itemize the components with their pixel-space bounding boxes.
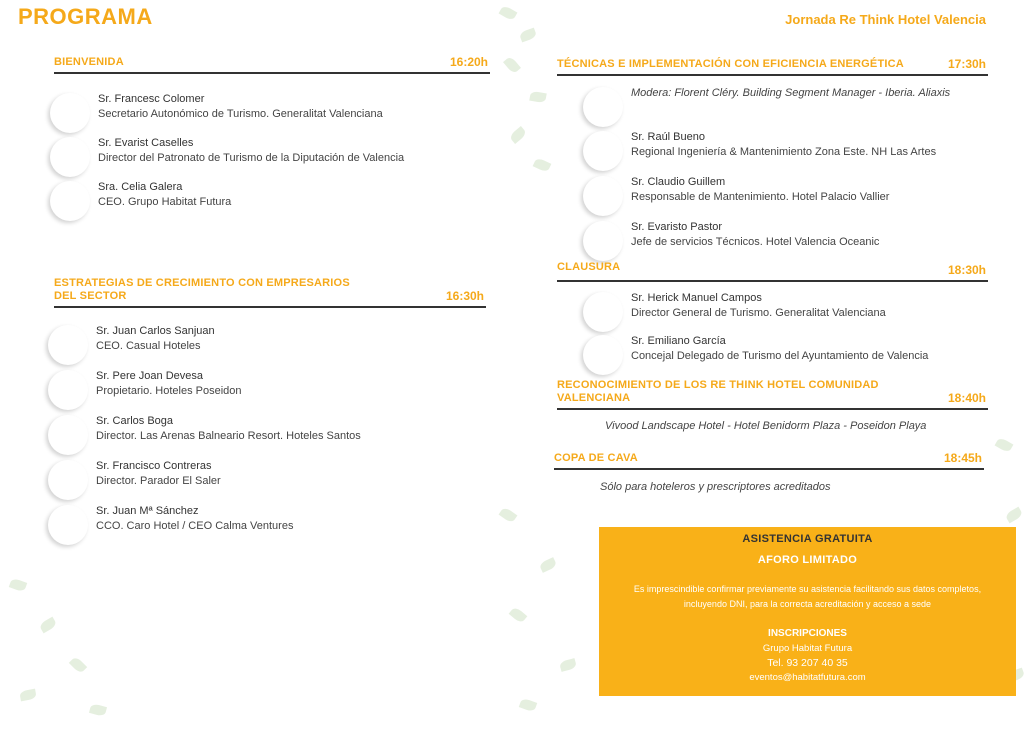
organizer-name: Grupo Habitat Futura xyxy=(762,643,853,654)
speaker-name: Sr. Juan Carlos Sanjuan xyxy=(96,325,215,337)
section-time: 16:20h xyxy=(449,55,488,69)
section-title xyxy=(557,379,879,405)
avatar xyxy=(583,131,623,171)
speaker-name: Sr. Carlos Boga xyxy=(96,415,174,427)
capacity-label: AFORO LIMITADO xyxy=(757,554,858,566)
speaker-name: Sr. Francesc Colomer xyxy=(98,93,205,105)
section-header-cava xyxy=(554,451,984,470)
section-note: Sólo para hoteleros y prescriptores acreditados xyxy=(600,481,831,493)
section-title-line: RECONOCIMIENTO DE LOS RE THINK HOTEL COMUNIDAD xyxy=(557,379,879,391)
speaker-name: Sr. Raúl Bueno xyxy=(631,131,705,143)
section-header-estrategias xyxy=(54,270,486,308)
speaker-name: Sr. Herick Manuel Campos xyxy=(631,292,762,304)
section-time: 16:30h xyxy=(445,289,484,303)
speaker-role: Director. Las Arenas Balneario Resort. Hoteles Santos xyxy=(96,430,361,442)
section-title-line: DEL SECTOR xyxy=(54,290,127,302)
speaker-name: Sr. Pere Joan Devesa xyxy=(96,370,204,382)
section-title xyxy=(54,277,350,303)
speaker-role: Jefe de servicios Técnicos. Hotel Valencia Oceanic xyxy=(631,236,880,248)
avatar xyxy=(48,505,88,545)
foliage-decoration xyxy=(480,480,600,729)
avatar xyxy=(583,292,623,332)
avatar xyxy=(48,325,88,365)
moderator-text: Modera: Florent Cléry. Building Segment Manager - Iberia. Aliaxis xyxy=(631,87,951,99)
avatar xyxy=(50,93,90,133)
section-title: CLAUSURA xyxy=(557,261,621,273)
speaker-role: Director del Patronato de Turismo de la Diputación de Valencia xyxy=(98,152,405,164)
avatar xyxy=(50,137,90,177)
speaker-role: CCO. Caro Hotel / CEO Calma Ventures xyxy=(96,520,294,532)
event-title: Jornada Re Think Hotel Valencia xyxy=(785,12,986,27)
section-time: 18:30h xyxy=(947,263,986,277)
speaker-role: Responsable de Mantenimiento. Hotel Palacio Vallier xyxy=(631,191,890,203)
section-header-reconocimiento xyxy=(557,378,988,410)
speaker-role: Regional Ingeniería & Mantenimiento Zona Este. NH Las Artes xyxy=(631,146,937,158)
speaker-name: Sr. Juan Mª Sánchez xyxy=(96,505,199,517)
avatar xyxy=(48,370,88,410)
section-time: 17:30h xyxy=(947,57,986,71)
avatar xyxy=(583,221,623,261)
speaker-name: Sr. Claudio Guillem xyxy=(631,176,726,188)
foliage-decoration xyxy=(0,560,120,729)
speaker-role: CEO. Grupo Habitat Futura xyxy=(98,196,232,208)
section-time: 18:40h xyxy=(947,391,986,405)
attendance-info-box xyxy=(599,527,1016,696)
registration-title: INSCRIPCIONES xyxy=(768,628,847,639)
avatar xyxy=(583,176,623,216)
section-title: TÉCNICAS E IMPLEMENTACIÓN CON EFICIENCIA ENERGÉTICA xyxy=(557,58,904,70)
speaker-role: Director General de Turismo. Generalitat Valenciana xyxy=(631,307,886,319)
section-note: Vivood Landscape Hotel - Hotel Benidorm Plaza - Poseidon Playa xyxy=(605,420,927,432)
phone-number: Tel. 93 207 40 35 xyxy=(767,657,848,669)
section-title-line: ESTRATEGIAS DE CRECIMIENTO CON EMPRESARIOS xyxy=(54,277,350,289)
email-link[interactable]: eventos@habitatfutura.com xyxy=(749,672,866,683)
section-title: COPA DE CAVA xyxy=(554,452,638,464)
foliage-decoration xyxy=(490,0,560,200)
avatar xyxy=(583,335,623,375)
speaker-name: Sr. Emiliano García xyxy=(631,335,726,347)
avatar xyxy=(50,181,90,221)
speaker-role: Propietario. Hoteles Poseidon xyxy=(96,385,242,397)
page-title: PROGRAMA xyxy=(18,4,153,29)
avatar xyxy=(48,415,88,455)
section-header-bienvenida xyxy=(54,56,490,74)
speaker-role: Secretario Autonómico de Turismo. Generalitat Valenciana xyxy=(98,108,383,120)
section-title-line: VALENCIANA xyxy=(557,392,631,404)
section-header-clausura xyxy=(557,262,988,282)
attendance-title: ASISTENCIA GRATUITA xyxy=(742,533,873,545)
section-time: 18:45h xyxy=(943,451,982,465)
speaker-role: Director. Parador El Saler xyxy=(96,475,221,487)
speaker-name: Sr. Francisco Contreras xyxy=(96,460,212,472)
speaker-role: Concejal Delegado de Turismo del Ayuntamiento de Valencia xyxy=(631,350,929,362)
speaker-role: CEO. Casual Hoteles xyxy=(96,340,201,352)
speaker-name: Sra. Celia Galera xyxy=(98,181,183,193)
speaker-name: Sr. Evaristo Pastor xyxy=(631,221,723,233)
attendance-description: Es imprescindible confirmar previamente su asistencia facilitando sus datos completos, incluyendo DNI, para la correcta acreditación y acceso a sede xyxy=(633,584,982,609)
section-title: BIENVENIDA xyxy=(54,56,124,68)
speaker-name: Sr. Evarist Caselles xyxy=(98,137,194,149)
avatar xyxy=(583,87,623,127)
section-header-tecnicas xyxy=(557,58,988,76)
avatar xyxy=(48,460,88,500)
